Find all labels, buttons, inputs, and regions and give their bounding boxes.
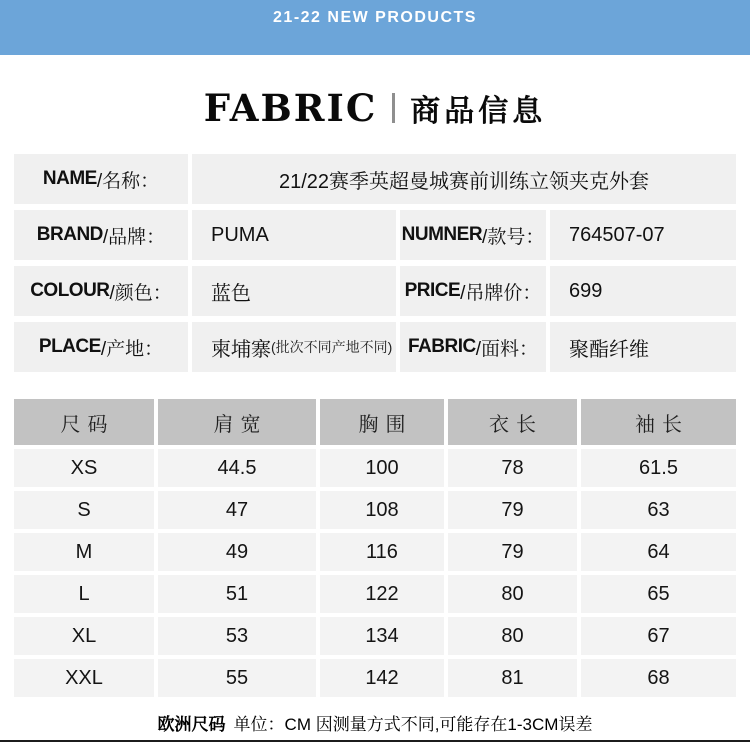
brand-label-cn: /品牌： <box>102 226 166 248</box>
size-cell-l-length: 80 <box>448 575 577 613</box>
size-cell-xxl-size: XXL <box>14 659 154 697</box>
price-label <box>400 266 546 316</box>
size-cell-xl-chest: 134 <box>320 617 444 655</box>
size-cell-xl-shoulder: 53 <box>158 617 316 655</box>
name-label-cn: /名称： <box>96 170 160 192</box>
title-divider <box>392 93 395 123</box>
fabric-label <box>400 322 546 372</box>
colour-label-en: COLOUR <box>30 280 110 301</box>
fabric-label-cn: /面料： <box>475 338 538 360</box>
size-cell-s-length: 79 <box>448 491 577 529</box>
number-value: 764507-07 <box>550 210 736 260</box>
brand-label-en: BRAND <box>36 224 103 245</box>
size-cell-xl-sleeve: 67 <box>581 617 736 655</box>
brand-value: PUMA <box>192 210 396 260</box>
size-cell-xs-shoulder: 44.5 <box>158 449 316 487</box>
size-cell-xs-sleeve: 61.5 <box>581 449 736 487</box>
place-value-main: 柬埔寨 <box>211 338 271 361</box>
size-cell-xxl-sleeve: 68 <box>581 659 736 697</box>
name-value: 21/22赛季英超曼城赛前训练立领夹克外套 <box>192 154 736 204</box>
size-note-title: 欧洲尺码 <box>157 715 226 734</box>
size-cell-l-size: L <box>14 575 154 613</box>
size-cell-xs-length: 78 <box>448 449 577 487</box>
price-label-cn: /吊牌价： <box>460 282 542 304</box>
colour-value: 蓝色 <box>192 266 396 316</box>
size-cell-s-shoulder: 47 <box>158 491 316 529</box>
page-title <box>0 87 750 129</box>
size-cell-xs-size: XS <box>14 449 154 487</box>
top-banner <box>0 0 750 55</box>
size-cell-m-length: 79 <box>448 533 577 571</box>
size-cell-m-shoulder: 49 <box>158 533 316 571</box>
size-cell-xxl-chest: 142 <box>320 659 444 697</box>
size-cell-s-sleeve: 63 <box>581 491 736 529</box>
size-chart-table <box>14 399 736 697</box>
size-note <box>0 710 750 735</box>
colour-label-cn: /颜色： <box>109 282 172 304</box>
size-cell-s-size: S <box>14 491 154 529</box>
size-cell-xxl-length: 81 <box>448 659 577 697</box>
banner-text: 21-22 NEW PRODUCTS <box>273 9 477 26</box>
place-value-note: (批次不同产地不同) <box>271 339 393 355</box>
size-cell-l-sleeve: 65 <box>581 575 736 613</box>
size-col-header-chest: 胸围 <box>320 399 444 445</box>
place-label-en: PLACE <box>38 336 101 357</box>
fabric-label-en: FABRIC <box>407 336 476 357</box>
size-cell-xl-length: 80 <box>448 617 577 655</box>
size-cell-l-chest: 122 <box>320 575 444 613</box>
size-col-header-sleeve: 袖长 <box>581 399 736 445</box>
size-cell-m-chest: 116 <box>320 533 444 571</box>
size-cell-m-size: M <box>14 533 154 571</box>
place-label <box>14 322 188 372</box>
product-info-table <box>14 154 736 372</box>
place-value <box>192 322 396 372</box>
size-cell-s-chest: 108 <box>320 491 444 529</box>
size-cell-xs-chest: 100 <box>320 449 444 487</box>
title-fabric: FABRIC <box>203 86 378 130</box>
size-cell-m-sleeve: 64 <box>581 533 736 571</box>
brand-label <box>14 210 188 260</box>
place-label-cn: /产地： <box>100 338 164 360</box>
size-col-header-size: 尺码 <box>14 399 154 445</box>
price-value: 699 <box>550 266 736 316</box>
size-col-header-length: 衣长 <box>448 399 577 445</box>
colour-label <box>14 266 188 316</box>
number-label <box>400 210 546 260</box>
fabric-value: 聚酯纤维 <box>550 322 736 372</box>
price-label-en: PRICE <box>404 280 461 301</box>
number-label-en: NUMNER <box>401 224 483 245</box>
size-cell-xl-size: XL <box>14 617 154 655</box>
size-cell-l-shoulder: 51 <box>158 575 316 613</box>
size-note-text: 单位：CM 因测量方式不同,可能存在1-3CM误差 <box>233 715 593 734</box>
size-cell-xxl-shoulder: 55 <box>158 659 316 697</box>
number-label-cn: /款号： <box>482 226 545 248</box>
title-chinese: 商品信息 <box>410 95 547 128</box>
name-label <box>14 154 188 204</box>
name-label-en: NAME <box>42 168 97 189</box>
size-col-header-shoulder: 肩宽 <box>158 399 316 445</box>
